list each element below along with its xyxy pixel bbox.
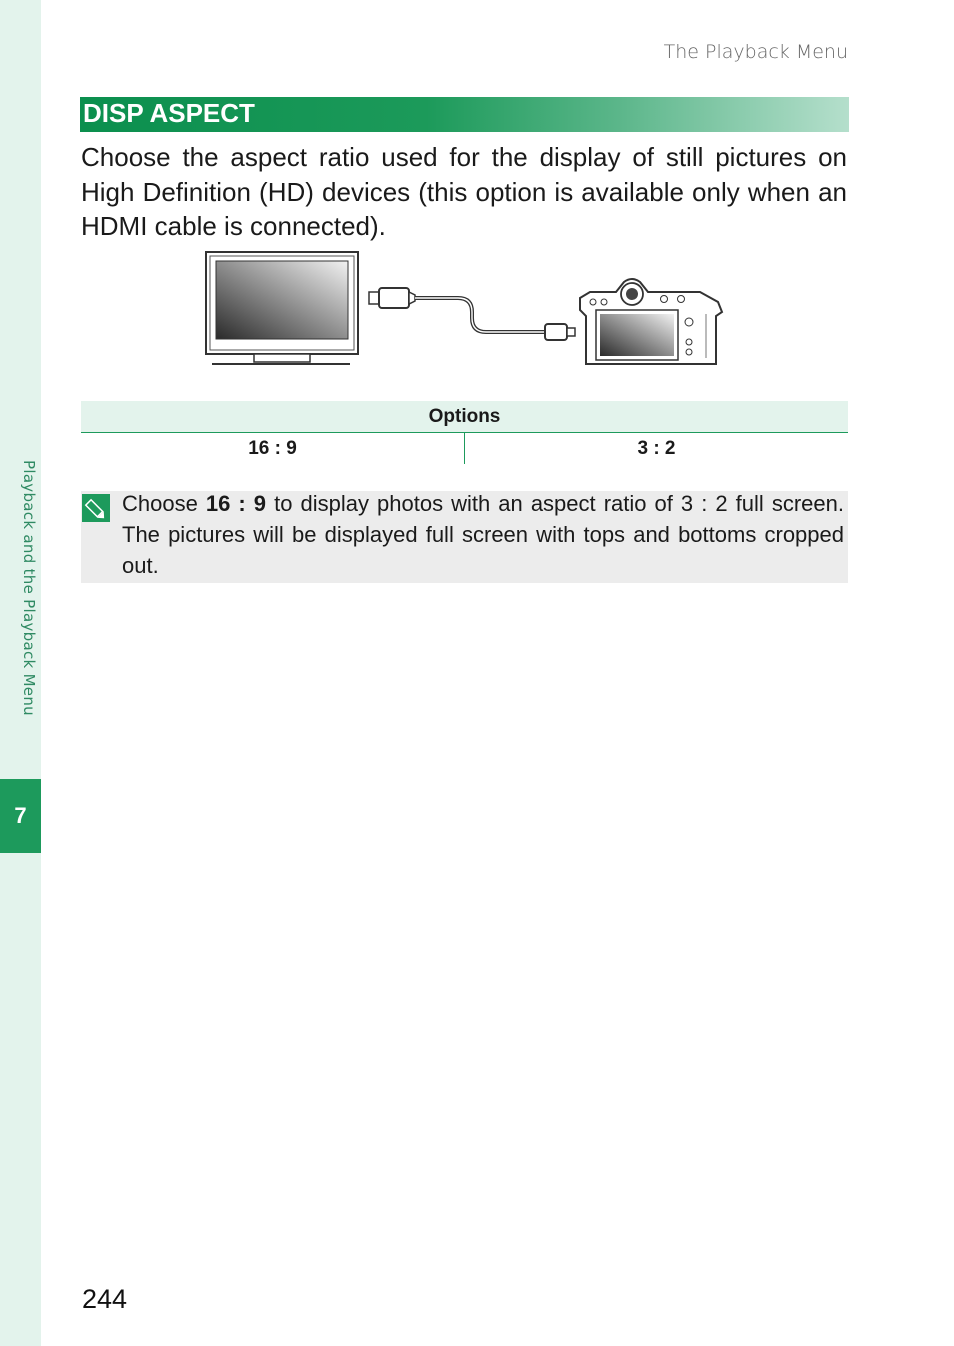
note-icon [81,493,111,523]
hdmi-plug-icon [369,288,415,308]
intro-paragraph: Choose the aspect ratio used for the display of still pictures on High Definition (HD) devices (this option is available only when an HDMI cable is connected). [81,142,847,241]
camera-icon [580,279,722,364]
running-head: The Playback Menu [663,41,848,63]
micro-hdmi-plug-icon [545,324,575,340]
options-table [81,401,848,464]
option-3-2: 3 : 2 [637,437,676,459]
option-16-9: 16 : 9 [81,433,465,465]
hdmi-cable [415,298,545,332]
note-text-after: to display photos with an aspect ratio of 3 : 2 full screen. The pictures will be displayed full screen with tops and bottoms cropped out. [122,491,844,578]
section-heading [80,97,849,132]
note-text [122,488,844,581]
chapter-tab: 7 [0,779,41,853]
chapter-side-label: Playback and the Playback Menu [20,460,38,716]
hdmi-connection-illustration [200,246,730,371]
tv-icon [206,252,358,364]
section-title: DISP ASPECT [83,98,255,128]
note-text-before: Choose [122,491,206,516]
note-box [81,491,848,583]
note-emphasis: 16 : 9 [205,491,267,516]
page-number: 244 [82,1284,128,1314]
options-header: Options [81,401,848,433]
